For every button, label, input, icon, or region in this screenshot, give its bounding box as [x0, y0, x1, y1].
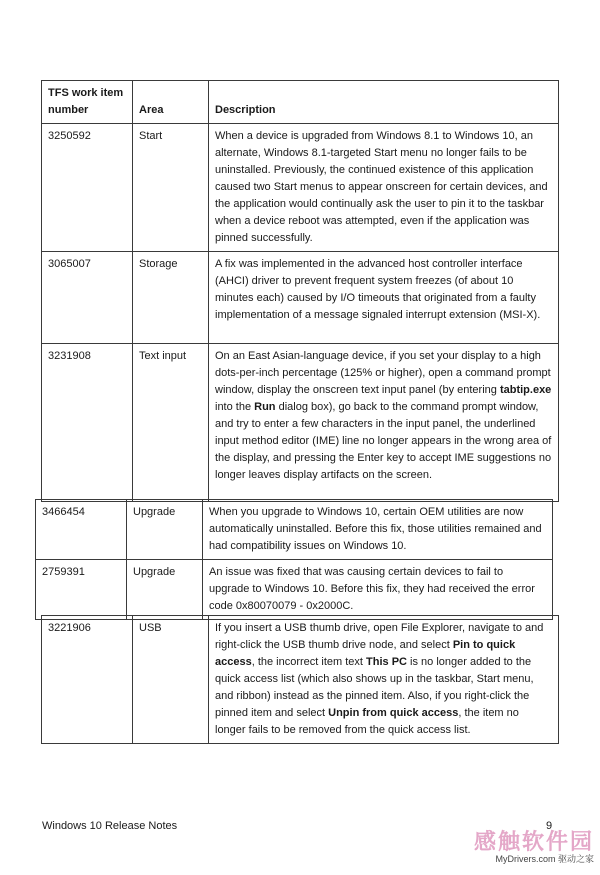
tfs-number: 3466454	[36, 500, 127, 560]
description-text: A fix was implemented in the advanced host controller interface (AHCI) driver to prevent frequent system freezes (of about 10 minutes each) caused by I/O timeouts that originated from a faulty implementation of a message signaled interrupt extension (MSI-X).	[215, 258, 541, 321]
description	[209, 252, 559, 344]
description	[209, 616, 559, 744]
description-text: is no longer added to the quick access list (which also shows up in the taskbar, Start menu, and ribbon) instead as the pinned item. Also, if you right-click the pinned item and select	[215, 656, 534, 719]
watermark-logo	[454, 830, 594, 865]
description-text: On an East Asian-language device, if you set your display to a high dots-per-inch percentage (125% or higher), open a command prompt window, display the onscreen text input panel (by entering	[215, 350, 551, 396]
header-description: Description	[209, 81, 559, 124]
table-row	[42, 616, 559, 744]
area: USB	[133, 616, 209, 744]
release-notes-table-middle	[35, 499, 553, 620]
tfs-number: 3065007	[42, 252, 133, 344]
watermark-text: 感触软件园	[473, 829, 594, 854]
description-text: An issue was fixed that was causing certain devices to fail to upgrade to Windows 10. Before this fix, they had received the error code 0x80070079 - 0x2000C.	[209, 566, 535, 612]
description	[203, 560, 553, 620]
release-notes-table-top	[41, 80, 559, 502]
description-text: , the item no longer fails to be removed from the quick access list.	[215, 707, 519, 736]
tfs-number: 2759391	[36, 560, 127, 620]
description-text: If you insert a USB thumb drive, open File Explorer, navigate to and right-click the USB thumb drive node, and select	[215, 622, 544, 651]
description	[203, 500, 553, 560]
page-number: 9	[546, 820, 553, 832]
description-text: When you upgrade to Windows 10, certain OEM utilities are now automatically uninstalled. Before this fix, those utilities remained and had compatibility issues on Windows 10.	[209, 506, 542, 552]
bold-term: Run	[254, 401, 276, 413]
watermark-site: MyDrivers.com 驱动之家	[495, 854, 594, 864]
description-text: , the incorrect item text	[251, 656, 367, 668]
description-text: into the	[215, 401, 255, 413]
tfs-number: 3231908	[42, 344, 133, 502]
table-row	[42, 252, 559, 344]
footer-title: Windows 10 Release Notes	[42, 820, 178, 832]
release-notes-table-bottom	[41, 615, 559, 744]
description-text: When a device is upgraded from Windows 8.1 to Windows 10, an alternate, Windows 8.1-targeted Start menu no longer fails to be uninstalled. Previously, the continued existence of this application caused two Start menus to appear onscreen for certain devices, and the application would continually ask the user to pin it to the taskbar when a device reboot was attempted, even if the application was pinned successfully.	[215, 130, 548, 244]
table-row	[36, 500, 553, 560]
description-text: dialog box), go back to the command prompt window, and try to enter a few characters in the input panel, the underlined input method editor (IME) line no longer appears in the wrong area of the display, and pressing the Enter key to accept IME suggestions no longer leaves display artifacts on the screen.	[215, 401, 552, 481]
table-header-row	[42, 81, 559, 124]
area: Upgrade	[127, 500, 203, 560]
bold-term: Pin to quick access	[215, 639, 516, 668]
header-area: Area	[133, 81, 209, 124]
table-row	[42, 344, 559, 502]
area: Upgrade	[127, 560, 203, 620]
tfs-number: 3250592	[42, 124, 133, 252]
header-tfs-number: TFS work item number	[42, 81, 133, 124]
description	[209, 124, 559, 252]
bold-term: This PC	[366, 656, 407, 668]
area: Text input	[133, 344, 209, 502]
bold-term: Unpin from quick access	[328, 707, 459, 719]
table-row	[36, 560, 553, 620]
bold-term: tabtip.exe	[499, 384, 552, 396]
area: Start	[133, 124, 209, 252]
description	[209, 344, 559, 502]
tfs-number: 3221906	[42, 616, 133, 744]
table-row	[42, 124, 559, 252]
area: Storage	[133, 252, 209, 344]
